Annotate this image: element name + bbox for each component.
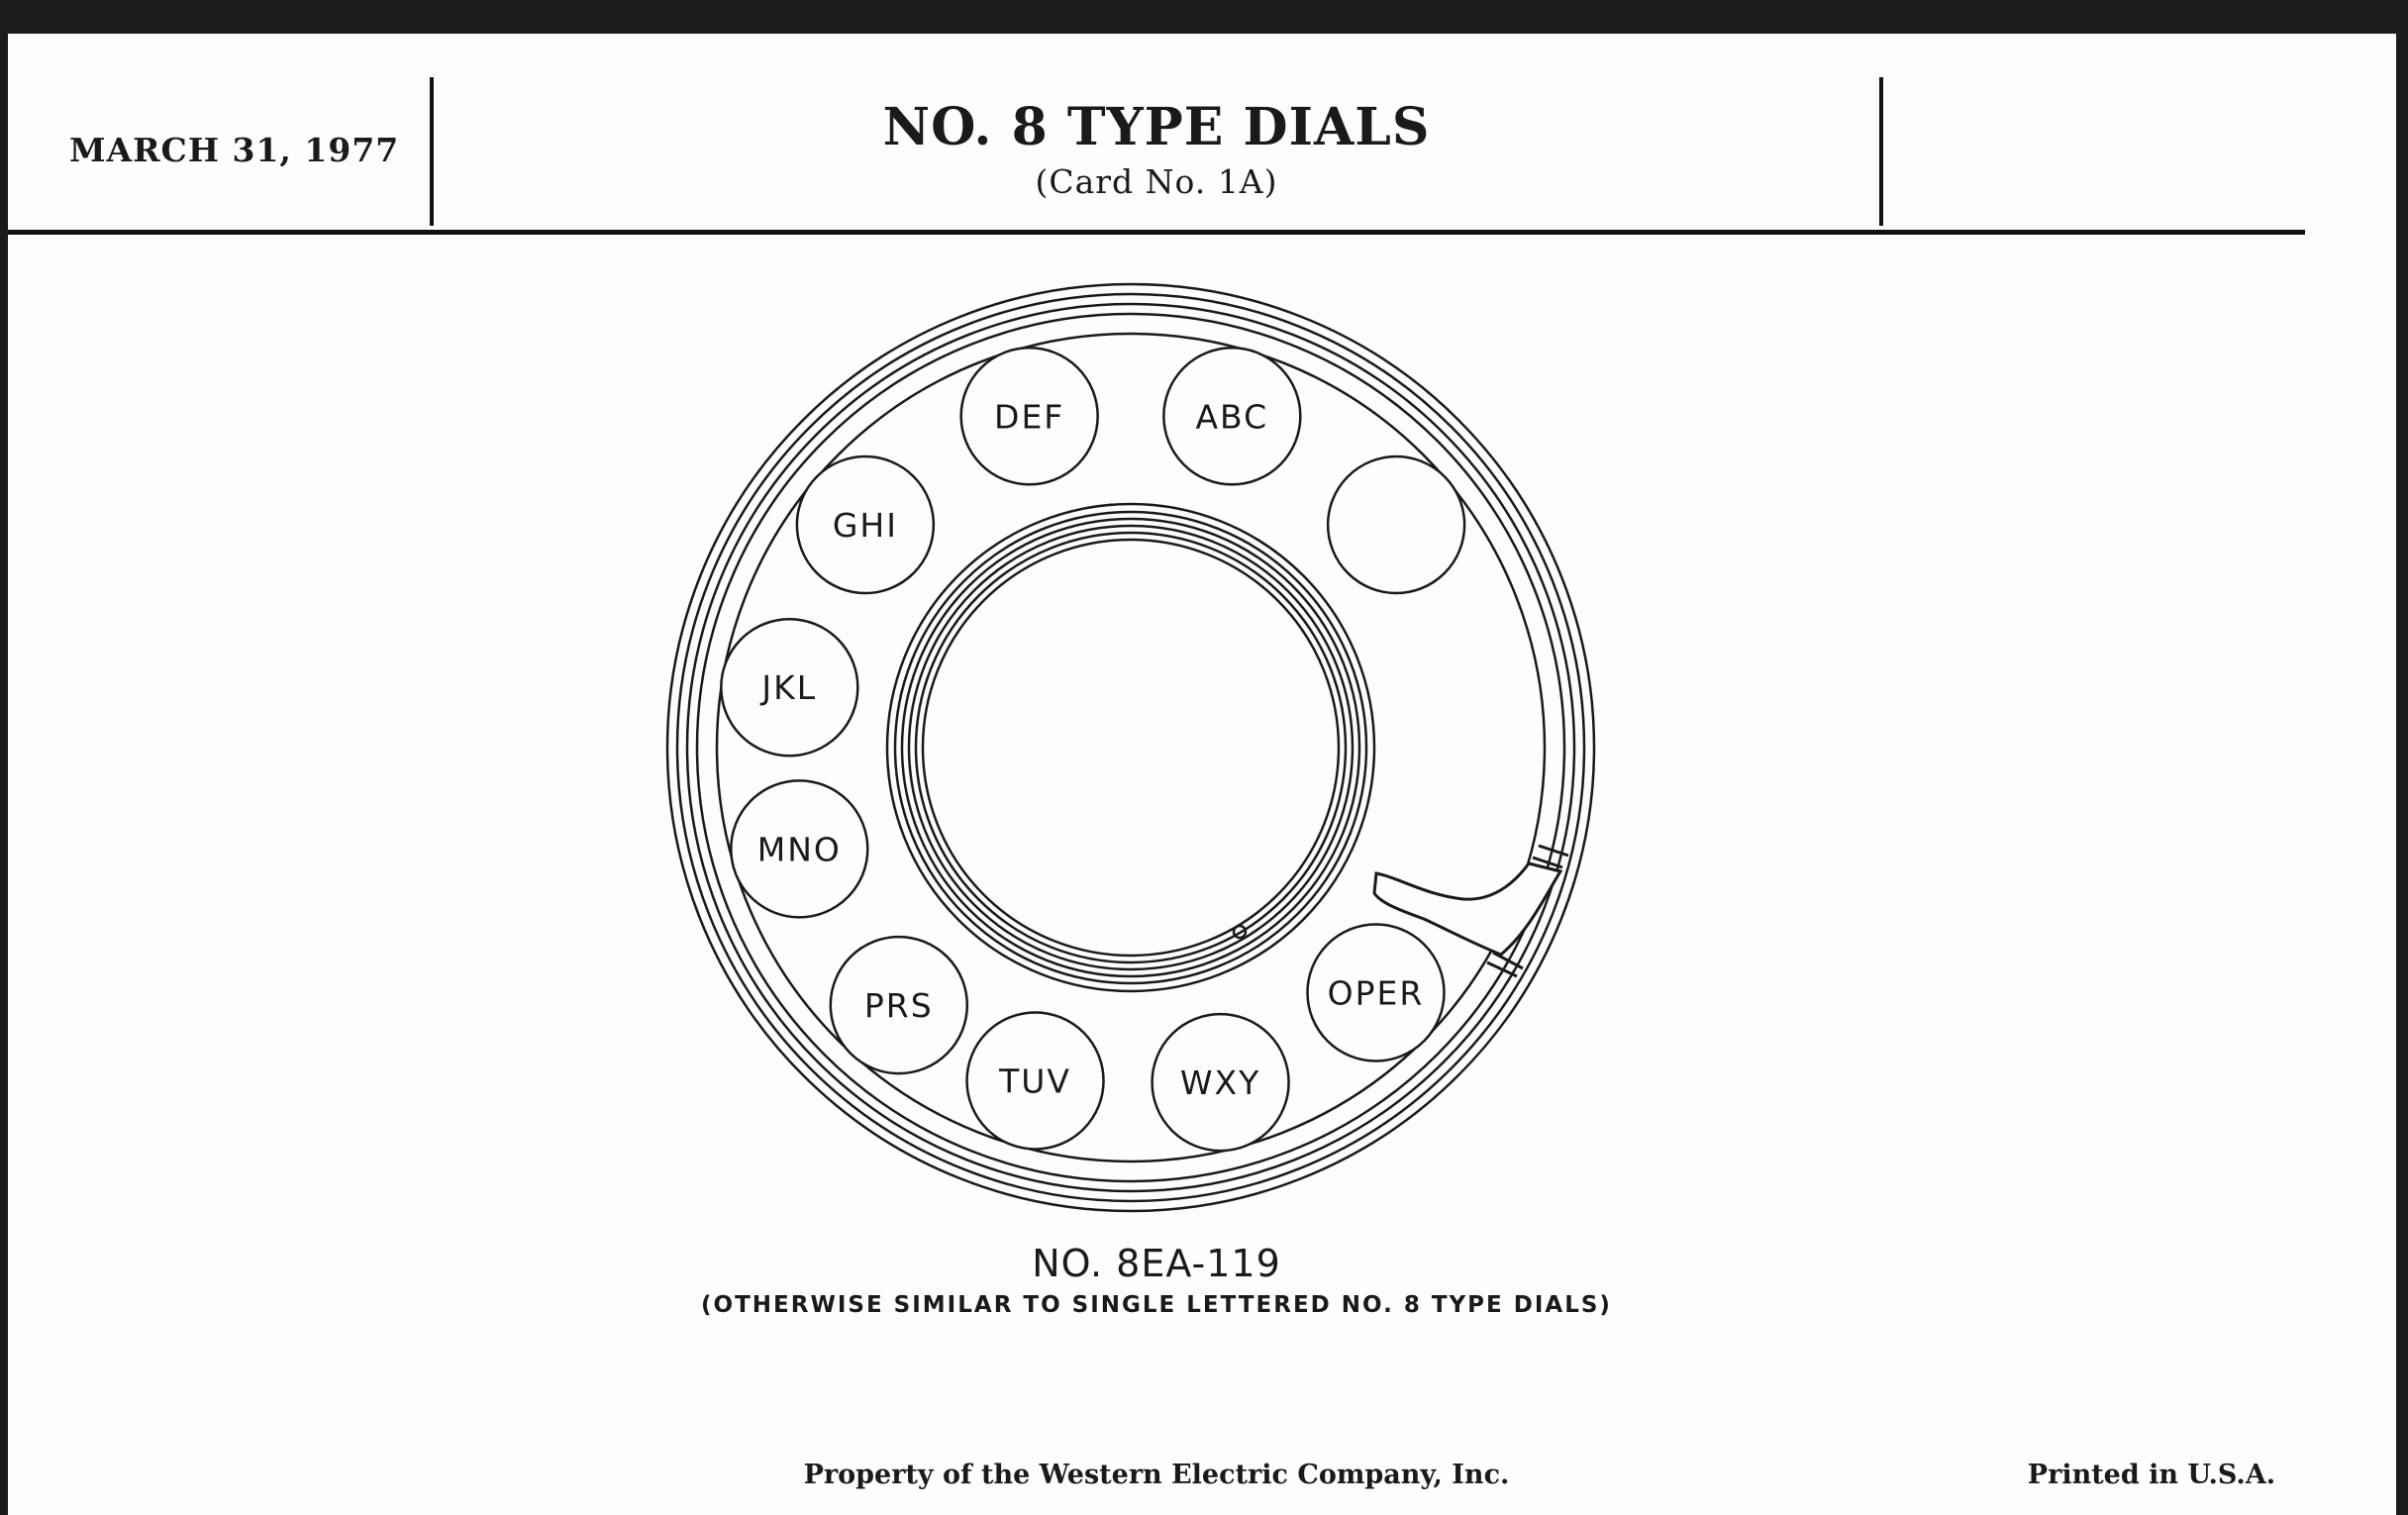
dial-center-rings: [887, 504, 1374, 991]
property-notice: Property of the Western Electric Company, Inc.: [803, 1460, 1510, 1490]
scan-right-border: [2396, 0, 2408, 1515]
finger-hole: [797, 456, 934, 593]
finger-hole: [967, 1012, 1104, 1149]
center-ring-5: [916, 533, 1346, 962]
center-ring-2: [895, 512, 1366, 983]
center-ring-1: [887, 504, 1374, 991]
finger-hole-label: MNO: [756, 830, 842, 869]
center-ring-6: [923, 540, 1339, 956]
finger-hole-label: GHI: [832, 506, 898, 546]
finger-hole-label: DEF: [994, 397, 1065, 437]
dial-note-caption: (OTHERWISE SIMILAR TO SINGLE LETTERED NO. 8 TYPE DIALS): [701, 1292, 1612, 1318]
finger-hole-label: JKL: [761, 668, 818, 708]
finger-hole: [721, 619, 857, 756]
finger-hole-label: TUV: [999, 1061, 1071, 1101]
finger-hole: [731, 780, 867, 917]
card-date: MARCH 31, 1977: [69, 131, 400, 169]
reference-card: [8, 34, 2396, 1515]
finger-hole-label: PRS: [863, 986, 934, 1026]
finger-hole-label: ABC: [1195, 397, 1269, 437]
finger-hole: [1163, 348, 1300, 484]
finger-hole: [1307, 924, 1444, 1060]
card-title: NO. 8 TYPE DIALS: [882, 97, 1431, 157]
dial-model-caption: NO. 8EA-119: [1032, 1242, 1281, 1285]
center-ring-3: [902, 519, 1359, 976]
finger-hole-circle: [1328, 456, 1464, 593]
finger-hole: [1153, 1014, 1289, 1151]
finger-hole: [961, 348, 1098, 484]
outer-ring-4: [697, 314, 1564, 1181]
scan-top-border: [0, 0, 2408, 36]
center-ring-4: [909, 526, 1353, 969]
finger-hole-label: WXY: [1179, 1063, 1261, 1103]
card-subtitle: (Card No. 1A): [1035, 162, 1278, 201]
printed-notice: Printed in U.S.A.: [2027, 1460, 2276, 1490]
finger-hole: [1328, 456, 1464, 593]
finger-hole-label: OPER: [1327, 973, 1425, 1013]
finger-hole: [831, 937, 967, 1073]
